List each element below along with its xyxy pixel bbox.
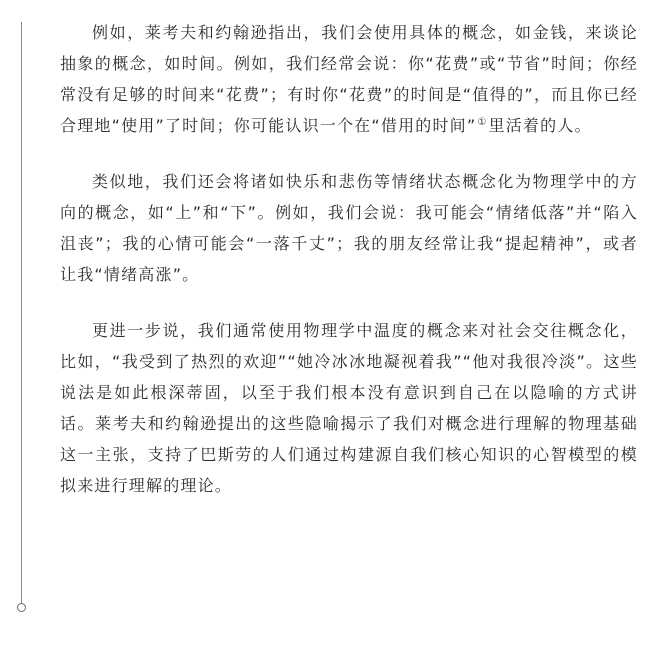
paragraph-1	[60, 17, 638, 141]
paragraph-1-text-end: 里活着的人。	[488, 116, 592, 135]
margin-rule	[21, 22, 22, 604]
footnote-marker[interactable]: ①	[477, 117, 488, 128]
paragraph-1-text: 例如，莱考夫和约翰逊指出，我们会使用具体的概念，如金钱，来谈论抽象的概念，如时间。例如，我们经常会说：你“花费”或“节省”时间；你经常没有足够的时间来“花费”；有时你“花费”的时间是“值得的”，而且你已经合理地“使用”了时间；你可能认识一个在“借用的时间”	[60, 23, 638, 135]
margin-rule-end-circle	[17, 603, 26, 612]
paragraph-2: 类似地，我们还会将诸如快乐和悲伤等情绪状态概念化为物理学中的方向的概念，如“上”和“下”。例如，我们会说：我可能会“情绪低落”并“陷入沮丧”；我的心情可能会“一落千丈”；我的朋友经常让我“提起精神”，或者让我“情绪高涨”。	[60, 172, 638, 284]
paragraph-3: 更进一步说，我们通常使用物理学中温度的概念来对社会交往概念化，比如，“我受到了热烈的欢迎”“她冷冰冰地凝视着我”“他对我很冷淡”。这些说法是如此根深蒂固，以至于我们根本没有意识到自己在以隐喻的方式讲话。莱考夫和约翰逊提出的这些隐喻揭示了我们对概念进行理解的物理基础这一主张，支持了巴斯劳的人们通过构建源自我们核心知识的心智模型的模拟来进行理解的理论。	[60, 321, 638, 495]
article-body	[60, 17, 638, 501]
